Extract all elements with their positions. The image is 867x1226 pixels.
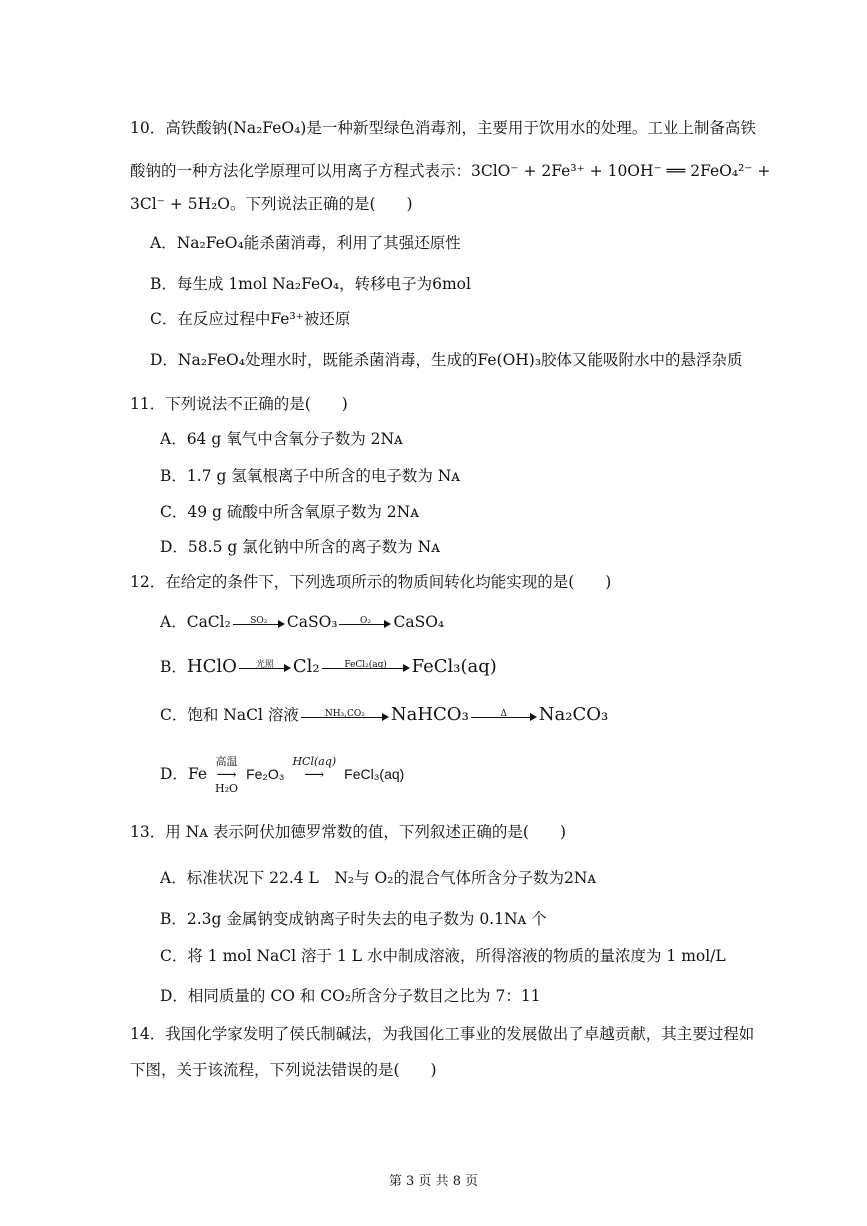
q14-stem-line2: 下图，关于该流程，下列说法错误的是( ): [130, 1061, 437, 1079]
stacked-arrow: [215, 755, 238, 795]
substance: HClO: [186, 656, 237, 677]
q13-option-c: C．将 1 mol NaCl 溶于 1 L 水中制成溶液，所得溶液的物质的量浓度为 1 mol/L: [160, 947, 726, 965]
substance: 饱和 NaCl 溶液: [187, 706, 299, 724]
option-label: B．: [160, 658, 187, 676]
q14-stem-line1: 14．我国化学家发明了侯氏制碱法，为我国化工事业的发展做出了卓越贡献，其主要过程如: [130, 1025, 755, 1043]
q10-stem-line3: 3Cl⁻ + 5H₂O。下列说法正确的是( ): [130, 195, 413, 213]
q10-stem-line1: 10．高铁酸钠(Na₂FeO₄)是一种新型绿色消毒剂，主要用于饮用水的处理。工业上制备高铁: [130, 119, 756, 137]
reaction-arrow: [322, 657, 410, 677]
q13-stem: 13．用 Nᴀ 表示阿伏加德罗常数的值，下列叙述正确的是( ): [130, 823, 566, 841]
arrow-condition: SO₂: [250, 616, 268, 626]
q10-option-a: A．Na₂FeO₄能杀菌消毒，利用了其强还原性: [150, 234, 461, 252]
substance: FeCl₃(aq): [411, 656, 497, 677]
option-label: C．: [160, 706, 188, 724]
reaction-arrow: [233, 613, 285, 633]
q10-option-b: B．每生成 1mol Na₂FeO₄，转移电子为6mol: [150, 275, 471, 293]
q11-option-a: A．64 g 氧气中含氧分子数为 2Nᴀ: [160, 430, 403, 448]
page-footer: 第 3 页 共 8 页: [388, 1174, 479, 1189]
arrow-condition: 光照: [255, 660, 274, 670]
q13-option-b: B．2.3g 金属钠变成钠离子时失去的电子数为 0.1Nᴀ 个: [160, 910, 547, 928]
q12-option-b: [160, 657, 497, 677]
substance: CaSO₃: [286, 613, 338, 631]
q13-option-a: A．标准状况下 22.4 L N₂与 O₂的混合气体所含分子数为2Nᴀ: [160, 869, 597, 887]
q12-option-c: [160, 705, 608, 726]
substance: NaHCO₃: [390, 704, 469, 725]
reaction-arrow: [339, 613, 391, 633]
q13-option-d: D．相同质量的 CO 和 CO₂所含分子数目之比为 7：11: [160, 987, 541, 1005]
reaction-arrow: [471, 706, 537, 726]
arrow-condition: O₂: [359, 616, 371, 626]
option-label: A．: [160, 613, 187, 631]
arrow-condition-top: HCl(aq): [292, 755, 337, 768]
arrow-condition-bottom: H₂O: [215, 782, 239, 795]
reaction-arrow: [239, 657, 291, 677]
substance: Fe: [187, 765, 208, 783]
q11-option-c: C．49 g 硫酸中所含氧原子数为 2Nᴀ: [160, 503, 419, 521]
q12-option-d: [160, 752, 404, 796]
substance: FeCl₃(aq): [344, 766, 405, 782]
substance: Fe₂O₃: [246, 766, 285, 782]
arrow-icon: ⟶: [304, 767, 325, 783]
q10-option-c: C．在反应过程中Fe³⁺被还原: [150, 310, 351, 328]
substance: CaSO₄: [393, 613, 445, 631]
arrow-condition: Δ: [500, 709, 508, 719]
arrow-condition: NH₃,CO₂: [324, 709, 365, 719]
q11-option-b: B．1.7 g 氢氧根离子中所含的电子数为 Nᴀ: [160, 467, 461, 485]
q12-option-a: [160, 612, 444, 633]
stacked-arrow: [292, 755, 336, 795]
q10-stem-line2: 酸钠的一种方法化学原理可以用离子方程式表示：3ClO⁻ + 2Fe³⁺ + 10OH⁻ ══ 2FeO₄²⁻ +: [130, 162, 771, 180]
q12-stem: 12．在给定的条件下，下列选项所示的物质间转化均能实现的是( ): [130, 573, 612, 591]
substance: Na₂CO₃: [538, 704, 609, 725]
substance: CaCl₂: [186, 613, 231, 631]
arrow-condition-top: 高温: [215, 755, 238, 768]
option-label: D．: [160, 765, 188, 783]
reaction-arrow: [301, 706, 389, 726]
substance: Cl₂: [292, 656, 320, 677]
arrow-icon: ⟶: [216, 767, 237, 783]
q11-option-d: D．58.5 g 氯化钠中所含的离子数为 Nᴀ: [160, 538, 440, 556]
q10-option-d: D．Na₂FeO₄处理水时，既能杀菌消毒，生成的Fe(OH)₃胶体又能吸附水中的悬浮杂质: [150, 351, 743, 369]
arrow-condition: FeCl₂(aq): [344, 660, 387, 670]
q11-stem: 11．下列说法不正确的是( ): [130, 395, 348, 413]
